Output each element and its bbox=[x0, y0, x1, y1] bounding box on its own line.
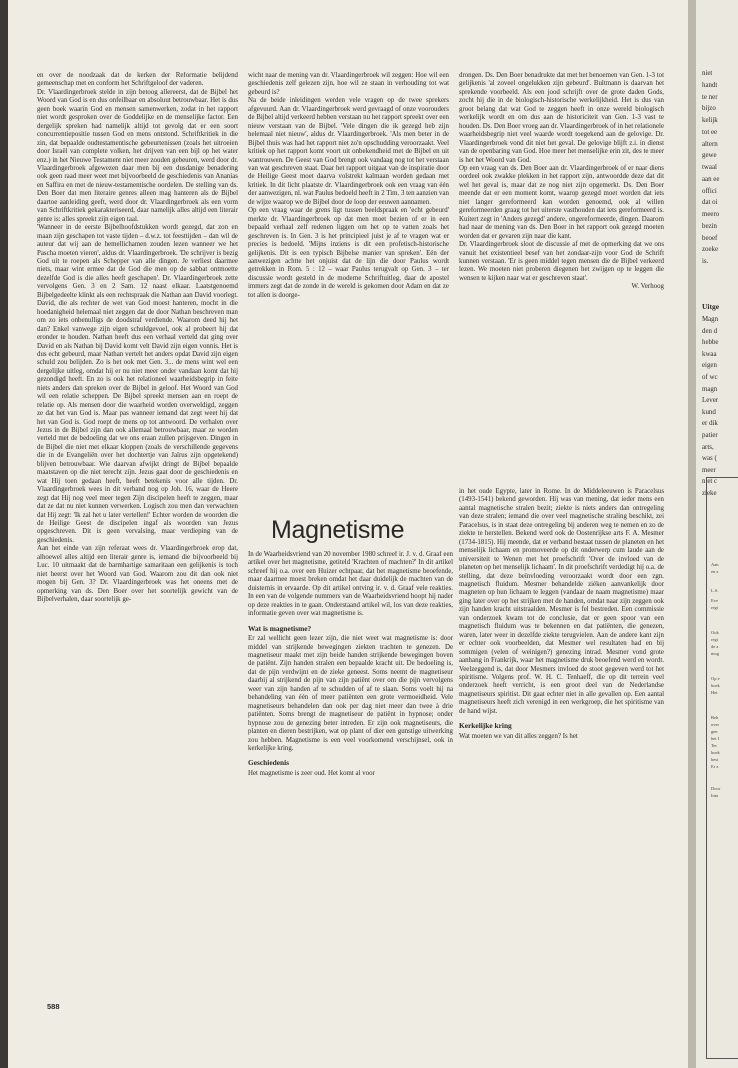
boxed-notice-line: de a bbox=[711, 644, 719, 649]
next-page-line: patier bbox=[702, 432, 718, 439]
next-page-line: te ner bbox=[702, 93, 718, 101]
subheading-kerkelijke-kring: Kerkelijke kring bbox=[459, 721, 512, 731]
next-page-line: gewe bbox=[702, 152, 717, 160]
boxed-notice-line: over bbox=[711, 722, 719, 727]
article-intro: In de Waarheidsvriend van 20 november 1980 schreef ir. J. v. d. Graaf een artikel over het magnetisme, getiteld 'Krachten of machten?' In dit artikel schreef hij o.a. over een Huizer echtpaar, dat het magnetisme beoefende, maar daarmee moest breken omdat het daar duidelijk de machten van de duisternis in ervaarde. Op dit artikel ontving ir. v. d. Graaf vele reakties. In een van de volgende nummers van de Waarheidsvriend hoopt hij nader op deze reakties in te gaan. Onderstaand artikel wil, los van deze reakties, informatie geven over wat magnetisme is. bbox=[248, 551, 453, 618]
next-page-heading: Uitge bbox=[702, 302, 720, 311]
next-page-line: altern bbox=[702, 140, 718, 148]
boxed-notice-line: Beh bbox=[711, 715, 719, 720]
boxed-notice-line: gen bbox=[711, 729, 718, 734]
boxed-notice-line: boek bbox=[711, 750, 720, 755]
boxed-notice-line: regi bbox=[711, 605, 718, 610]
next-page-line: niet bbox=[702, 70, 713, 77]
next-page-line: is. bbox=[702, 258, 709, 265]
boxed-notice-line: Ook bbox=[711, 630, 719, 635]
boxed-notice-line: Ter bbox=[711, 743, 717, 748]
next-page-line: meero bbox=[702, 211, 720, 218]
next-page-line: niet c bbox=[702, 478, 718, 486]
boxed-notice-line: Door bbox=[711, 786, 721, 791]
next-page-line: bijzo bbox=[702, 105, 716, 113]
boxed-notice-line: Inta bbox=[711, 793, 718, 798]
paragraph: Na de beide inleidingen werden vele vragen op de twee sprekers afgevuurd. Aan dr. Vlaardingerbroek werd gevraagd of onze voorouders de Bijbel altijd verkeerd hebben verstaan nu het rapport spreekt over een nieuw verstaan van de Bijbel. 'Vele dingen die ik gezegd heb zijn helemaal niet nieuw', aldus dr. Vlaardingerbroek. 'Als men beter in de Bijbel thuis was had het rapport niet zo'n opschudding veroorzaakt. Veel kritiek op het rapport komt voort uit onbekendheid met de Bijbel en uit wantrouwen. De Geest van God brengt ook vandaag nog tot het verstaan van wat geschreven staat. Daar het rapport uitgaat van de inspiratie door de Heilige Geest moet daarva volstrekt kalmaan worden gedaan met kritiek. In dit licht plaatste dr. Vlaardingerbroek ook een vraag van één der aanwezigen, nl. wat Paulus bedoeld heeft in 2 Tim. 3 ten aanzien van de wijze waarop we de Bijbel door de loop der eeuwen aannamen. bbox=[248, 97, 449, 206]
paragraph: wicht naar de mening van dr. Vlaardingerbroek wil zeggen: Hoe wil een geschiedenis zelf gelezen zijn, hoe wil ze staan in verhouding tot wat gebeurd is? bbox=[248, 72, 449, 96]
magazine-page bbox=[8, 0, 696, 1068]
paragraph: Dr. Vlaardingerbroek stelde in zijn betoog allereerst, dat de Bijbel het Woord van God is en dus onfeilbaar en absoluut betrouwbaar. Het is dus geen boek waarin God en mensen samenwerken, zodat in het rapport niet wordt gesproken over de Goddelijke en de menselijke factor. Een dergelijk spreken had namelijk altijd tot gevolg dat er een soort concurrentiepositie tussen God en mens ontstond. Schriftkritiek in die zin, dat bepaalde oudtestamentische gebeurtenissen (zoals het uitroeien door Israël van complete volken, het drijven van een bijl op het water enz.) in het Nieuwe Testament niet meer zouden gebeuren, werd door dr. Vlaardingerbroek afgewezen daar men bij een dusdanige benadering ook geen raad meer weet met bijvoorbeeld de geschiedenis van Ananias en Saffira en met de nieuw-testamentische oordelen. De stelling van ds. Den Boer dat men literaire genres alleen mag hanteren als de Bijbel daartoe aanleiding geeft, werd door dr. Vlaardingerbroek als een vorm van Schriftkritiek gekarakteriseerd, daar namelijk alles altijd een literair genre is: alles spreekt zijn eigen taal. bbox=[37, 88, 238, 223]
next-page-line: arts, bbox=[702, 443, 714, 451]
article-column-a bbox=[248, 551, 453, 1014]
column-1 bbox=[37, 72, 238, 998]
next-page-line: bezin bbox=[702, 222, 717, 230]
page-gutter bbox=[688, 0, 696, 1068]
boxed-notice-line: en z bbox=[711, 569, 719, 574]
subheading-geschiedenis: Geschiedenis bbox=[248, 758, 290, 768]
column-2 bbox=[248, 72, 449, 474]
paragraph: Het magnetisme is zeer oud. Het komt al voor bbox=[248, 769, 375, 777]
paragraph: Op een vraag van ds. Den Boer aan dr. Vlaardingerbroek of er naar diens oordeel ook zwakke plekken in het rapport zijn, antwoordde deze dat dit wel het geval is, maar dat ze nog niet zijn opgemerkt. Ds. Den Boer meende dat er een moment komt, waarop gezegd moet worden dat iets niet langer gereformeerd kan worden genoemd, ook al willen gereformeerden graag tot het uiterste vasthouden dat iets gereformeerd is. Kuitert zegt in 'Anders gezegd' andere, ongereformeerde, dingen. Daarom had naar de mening van ds. Den Boer in het rapport ook gezegd moeten worden dat er gevaren zijn naar die kant. bbox=[459, 164, 664, 240]
column-3 bbox=[459, 72, 664, 474]
subheading-wat-is-magnetisme: Wat is magnetisme? bbox=[248, 623, 312, 633]
boxed-notice-line: mog bbox=[711, 651, 720, 656]
boxed-notice-line: boek bbox=[711, 683, 720, 688]
boxed-notice-line: het I bbox=[711, 736, 720, 741]
next-page-line: offici bbox=[702, 187, 717, 195]
next-page-line: zoeke bbox=[702, 246, 719, 254]
paragraph: Er zal wellicht geen lezer zijn, die niet weet wat magnetisme is: door middel van strijkende bewegingen ziekten trachten te genezen. De magnetiseur maakt met zijn beide handen strijkende bewegingen boven de patiënt. Zijn handen stralen een bepaalde kracht uit. De bedoeling is, dat de pijn verdwijnt en de zieke geneest. Soms neemt de magnetiseur daarbij al strijkend de pijn van zijn patiënt over om die pijn vervolgens weer van zijn handen af te schudden of af te slaan. Soms voelt hij na behandeling van één of meer patiënten een grote vermoeidheid. Vele magnetiseurs behandelen dan ook per dag niet meer dan twee à drie patiënten. Soms brengt de magnetiseur de patiënt in hypnose; onder hypnose zou de genezing beter intreden. Er zijn ook magnetiseurs, die planten en dieren bestrijken, wat op plant of dier een gunstige uitwerking zou hebben. Magnetisme is een veel voorkomend verschijnsel, ook in kerkelijke kring. bbox=[248, 635, 453, 752]
next-page-line: beoef bbox=[702, 234, 718, 242]
paragraph: Op een vraag waar de grens ligt tussen beeldspraak en 'echt gebeurd' merkte dr. Vlaardingerbroek op dat men moet bezien of er in een bepaald verhaal zelf redenen liggen om het op te vatten zoals het geschreven is. In Gen. 3 is het principieel juist je af te vragen wat er precies is bedoeld. 'Mijns inziens is dit een profetisch-historische gelijkenis. Dit is een typisch Bijbelse manier van spreken'. Eén der aanwezigen achtte het onjuist dat de lijn die door Paulus wordt getrokken in Rom. 5 : 12 – waar Paulus terugvalt op Gen. 3 – ter discussie wordt gesteld in de moderne Schriftuitleg, daar de apostel immers zegt dat de zonde in de wereld is gekomen door Adam en dat ze tot allen is doorge- bbox=[248, 207, 449, 299]
next-page-line: magn bbox=[702, 385, 718, 393]
paragraph: Wat moeten we van dit alles zeggen? Is het bbox=[459, 732, 578, 740]
boxed-notice-line: Eve bbox=[711, 598, 718, 603]
paragraph: Dr. Vlaardingerbroek sloot de discussie af met de opmerking dat we ons vanuit het existentieel besef van het zondaar-zijn voor God de Schrift kunnen verstaan. 'Er is geen middel tegen mensen die de Bijbel verkeerd lezen. We moeten niet proberen diegenen het zwijgen op te leggen die wensen te kijken naar wat er geschreven staat'. bbox=[459, 241, 664, 282]
next-page-line: zieke bbox=[702, 490, 717, 497]
next-page-line: twaal bbox=[702, 164, 717, 171]
author-signature: W. Verhoog bbox=[631, 283, 664, 291]
paragraph: in het oude Egypte, later in Rome. In de Middeleeuwen is Paracelsus (1493-1541) bekend geworden. Hij was van mening, dat ieder mens een aantal magnetische stralen bezit; ziekte is niets anders dan ontregeling van deze stralen; iemand die over veel magnetische straling beschikt, zei Paracelsus, is in staat deze ontregeling bij anderen weg te nemen en zo de ziekte te herstellen. Bekend werd ook de Oostenrijkse arts F. A. Mesmer (1734-1815). Hij meende, dat er verband bestaat tussen de planeten en het menselijk lichaam en promoveerde op dit onderwerp cum laude aan de universiteit te Wenen met het proefschrift 'Over de invloed van de planeten op het menselijk lichaam'. In dit proefschrift verdedigt hij o.a. de stelling, dat deze beïnvloeding veroorzaakt wordt door een zgn. magnetisch fluidum. Mesmer behandelde ziéken aanvankelijk door magneten op hun lichaam te leggen (vandaar de naam magnetisme) maar ging later over op het strijken met de handen, omdat naar zijn zeggen ook zijn handen kracht uitstraalden. Mesmer is fel bestreden. Een commissie van onderzoek kwam tot de conclusie, dat er geen spoor van een magnetisch fluidum was te bekennen en dat patiënten, die genezen, waren, later weer in dezelfde ziekte terugvielen. Aan de andere kant zijn er echter ook voorbeelden, dat Mesmer wel resultaten had en bij sommigen (velen of weinigen?) genezing intrad. Mesmer vond grote aanhang in Frankrijk, waar het magnetisme druk beoefend werd en wordt. Veelzeggend is, dat door Mesmers invloed de stoot gegeven werd tot het spiritisme. Volgens prof. W. H. C. Tenhaeff, die op dit terrein veel onderzoek heeft verricht, is een groot deel van de Nederlandse magnetiseurs spiritist. Dit gaat echter niet in alle gevallen op. Een aantal magnetiseurs heeft zich verenigd in een werkgroep, die het spiritisme van de hand wijst. bbox=[459, 488, 664, 715]
next-page-line: handt bbox=[702, 81, 718, 89]
next-page-line: hebbe bbox=[702, 339, 719, 347]
next-page-line: Lever bbox=[702, 397, 719, 405]
boxed-notice-line: Aan bbox=[711, 562, 719, 567]
boxed-notice-line: regi bbox=[711, 637, 718, 642]
next-page-line: was ( bbox=[702, 455, 717, 463]
paragraph: Aan het einde van zijn referaat wees dr. Vlaardingerbroek erop dat, alhoewel alles altijd een literair genre is, iemand die bijvoorbeeld bij Luc. 10 uitmaakt dat de barmhartige samaritaan een gelijkenis is toch niet heerst over het Woord van God. Waarom zou dit dan ook niet mogen bij Gen. 3? Dr. Vlaardingerbroek was het oneens met de opmerking van ds. Den Boer over het soortelijk gewicht van de Bijbelverhalen, daar soortelijk ge- bbox=[37, 545, 238, 604]
boxed-notice-line: Het bbox=[711, 690, 718, 695]
next-page-line: kund bbox=[702, 408, 716, 416]
paragraph: 'Wanneer in de eerste Bijbelhoofdstukken wordt gezegd, dat zon en maan zijn geschapen tot vaste tijden – d.w.z. tot feesttijden – dan wil de auteur dat wij aan de hemellichamen zouden lezen wanneer we het Pascha moeten vieren', aldus dr. Vlaardingerbroek. 'De schrijver is bezig God uit te roepen als Schepper van alle dingen. Je verliest daarmee niets, maar wint ermee dat de God die men op de sabbat ontmoette dezelfde God is die alles heeft geschapen'. Dr. Vlaardingerbroek zette vervolgens Gen. 3 en 2 Sam. 12 naast elkaar. Laatstgenoemd Bijbelgedeelte klinkt als een rechtspraak die Nathan aan David voorlegt. David, die als rechter de wet van God moest hanteren, mocht in die hoedanigheid helemaal niet zeggen dat de door Nathan beschreven man om zo iets onbenulligs de doodstraf verdiende. Waarom deed hij het dan? Enkel vanwege zijn eigen schuldgevoel, ook al probeert hij dat eronder te houden. Nathan heeft dus een verhaal verteld dat ging over David en als Nathan bij David komt velt David zijn eigen vonnis. Het is dus echt gebeurd, maar Nathan vertelt het anders opdat David zijn eigen schuld zou belijden. Zo is het ook met Gen. 3... de mens wint wel een dergelijke uitleg, omdat hij er nu niet meer onder vandaan komt dat hij gezondigd heeft. En zo is ook het relationeel waarheidsbegrip in feite niets anders dan spreken over de Bijbel in geloof. Het Woord van God wil een relatie scheppen. De Bijbel spreekt mensen aan en roept de relatie op. Als mensen door die waarheid worden overweldigd, zeggen ze dat het van God is. Maar pas wanneer iemand dat zegt weet hij dat het van God is. God roept de mens op tot antwoord. De verhalen over Jezus in de Bijbel zijn dan ook allemaal betrouwbaar, maar ze worden verteld met de bedoeling dat we ons eraan zullen prijsgeven. Dingen in de Bijbel die niet met elkaar kloppen (zoals de verschillende gegevens die in de Evangeliën over het dochtertje van Jaïrus zijn opgetekend) blijven betrouwbaar. Wie daarvan afwijkt dringt de Bijbel bepaalde maatstaven op die niet terecht zijn. Jezus gaat door de geschiedenis en wat Hij toen gedaan heeft, heeft betekenis voor alle tijden. Dr. Vlaardingerbroek wees in dit verband nog op Joh. 16, waar de Heere zegt dat Hij nog veel meer tegen Zijn discipelen heeft te zeggen, maar dat ze dat nu niet kunnen verwerken. Logisch zou men dan verwachten dat Hij zegt: 'Ik zal het u later vertellen!' Echter worden de woorden die de Heilige Geest de discipelen ingaf als woorden van Jezus opgeschreven. Dit is geen vervalsing, maar verdieping van de geschiedenis. bbox=[37, 224, 238, 544]
next-page-line: er dik bbox=[702, 420, 718, 428]
next-page-line: kelijk bbox=[702, 117, 718, 124]
article-title: Magnetisme bbox=[271, 516, 405, 544]
next-page-line: kwaa bbox=[702, 350, 717, 358]
next-page-line: den d bbox=[702, 327, 718, 335]
boxed-notice-line: Er z bbox=[711, 764, 719, 769]
boxed-notice-line: L.S. bbox=[711, 588, 719, 593]
next-page-line: Magn bbox=[702, 316, 719, 323]
next-page-line: dat oi bbox=[702, 199, 718, 207]
next-page-line: eigen bbox=[702, 362, 717, 370]
page-number: 588 bbox=[47, 1002, 60, 1011]
next-page-line: tot ee bbox=[702, 128, 718, 136]
next-page-line: of wc bbox=[702, 374, 718, 381]
paragraph: en over de noodzaak dat de kerken der Reformatie belijdend gemeenschap met en conform het Schriftgeloof der vaderen. bbox=[37, 72, 238, 88]
next-page-line: meer bbox=[702, 466, 716, 474]
next-page-line: aan ee bbox=[702, 175, 720, 183]
boxed-notice-line: best bbox=[711, 757, 719, 762]
paragraph: drongen. Ds. Den Boer benadrukte dat met het benoemen van Gen. 1-3 tot gelijkenis 'al zoveel ongelukken zijn gebeurd'. Bultmann is daarvan het sprekende voorbeeld. Als een jood schrijft over de grote daden Gods, zocht hij die in de biologisch-historische werkelijkheid. Het is dus van groot belang dat wat God te zeggen heeft in onze wereld biologisch werkelijk wordt en om dus aan de historiciteit van Gen. 1-3 vast te houden. Ds. Den Boer vroeg aan dr. Vlaardingerbroek of in het relationele waarheidsbegrip niet veel waarde wordt toegekend aan de gelovige. Dr. Vlaardingerbroek vond dit niet het geval. De gelovige blijft z.i. in dienst van de openbaring van God. Hoe meer het menselijke erin zit, des te meer is het het Woord van God. bbox=[459, 72, 664, 164]
article-column-b bbox=[459, 488, 664, 1015]
boxed-notice-line: Op e bbox=[711, 676, 720, 681]
